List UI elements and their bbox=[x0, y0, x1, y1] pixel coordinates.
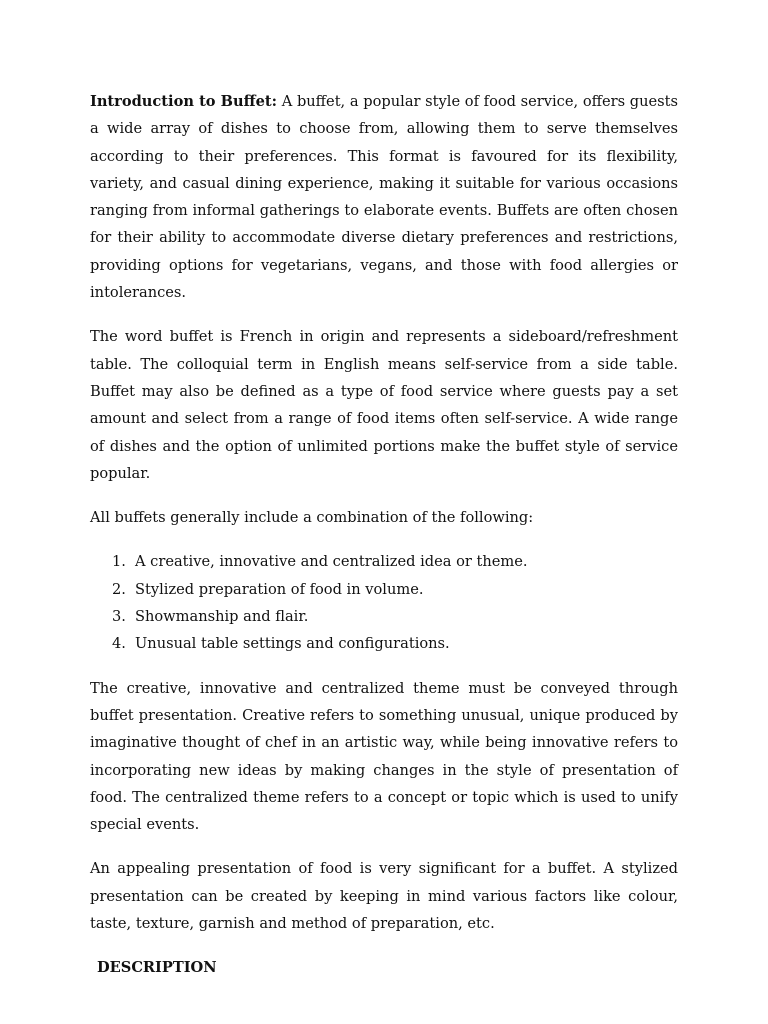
intro-text: A buffet, a popular style of food service, offers guests a wide array of dishes to choose from, allowing them to serve themselves according to their preferences. This format is favoured for its flexibility, variety, and casual dining experience, making it suitable for various occasions ranging from informal gatherings to elaborate events. Buffets are often chosen for their ability to accommodate diverse dietary preferences and restrictions, providing options for vegetarians, vegans, and those with food allergies or intolerances. bbox=[90, 93, 678, 302]
presentation-paragraph: An appealing presentation of food is very significant for a buffet. A stylized presentation can be created by keeping in mind various factors like colour, taste, texture, garnish and method of preparation, etc. bbox=[90, 860, 678, 933]
buffet-components-list bbox=[90, 548, 678, 657]
list-item bbox=[90, 630, 678, 657]
document-page bbox=[90, 88, 678, 982]
intro-paragraph bbox=[90, 88, 678, 306]
list-item-text: A creative, innovative and centralized idea or theme. bbox=[135, 553, 528, 571]
list-item-number: 2. bbox=[112, 580, 126, 598]
list-item-text: Showmanship and flair. bbox=[135, 608, 309, 626]
list-item-number: 1. bbox=[112, 553, 126, 571]
list-item-number: 3. bbox=[112, 608, 126, 626]
list-item bbox=[90, 548, 678, 575]
list-item-text: Stylized preparation of food in volume. bbox=[135, 580, 424, 598]
theme-paragraph: The creative, innovative and centralized theme must be conveyed through buffet presentation. Creative refers to something unusual, unique produced by imaginative thought of chef in an artistic way, while being innovative refers to incorporating new ideas by making changes in the style of presentation of food. The centralized theme refers to a concept or topic which is used to unify special events. bbox=[90, 679, 678, 834]
list-item bbox=[90, 603, 678, 630]
list-item-text: Unusual table settings and configurations. bbox=[135, 635, 450, 653]
list-item-number: 4. bbox=[112, 635, 126, 653]
section-heading: DESCRIPTION bbox=[97, 959, 217, 977]
intro-label: Introduction to Buffet: bbox=[90, 93, 278, 110]
list-item bbox=[90, 576, 678, 603]
origin-paragraph: The word buffet is French in origin and represents a sideboard/refreshment table. The colloquial term in English means self-service from a side table. Buffet may also be defined as a type of food service where guests pay a set amount and select from a range of food items often self-service. A wide range of dishes and the option of unlimited portions make the buffet style of service popular. bbox=[90, 328, 678, 482]
list-intro-paragraph: All buffets generally include a combination of the following: bbox=[90, 509, 534, 527]
